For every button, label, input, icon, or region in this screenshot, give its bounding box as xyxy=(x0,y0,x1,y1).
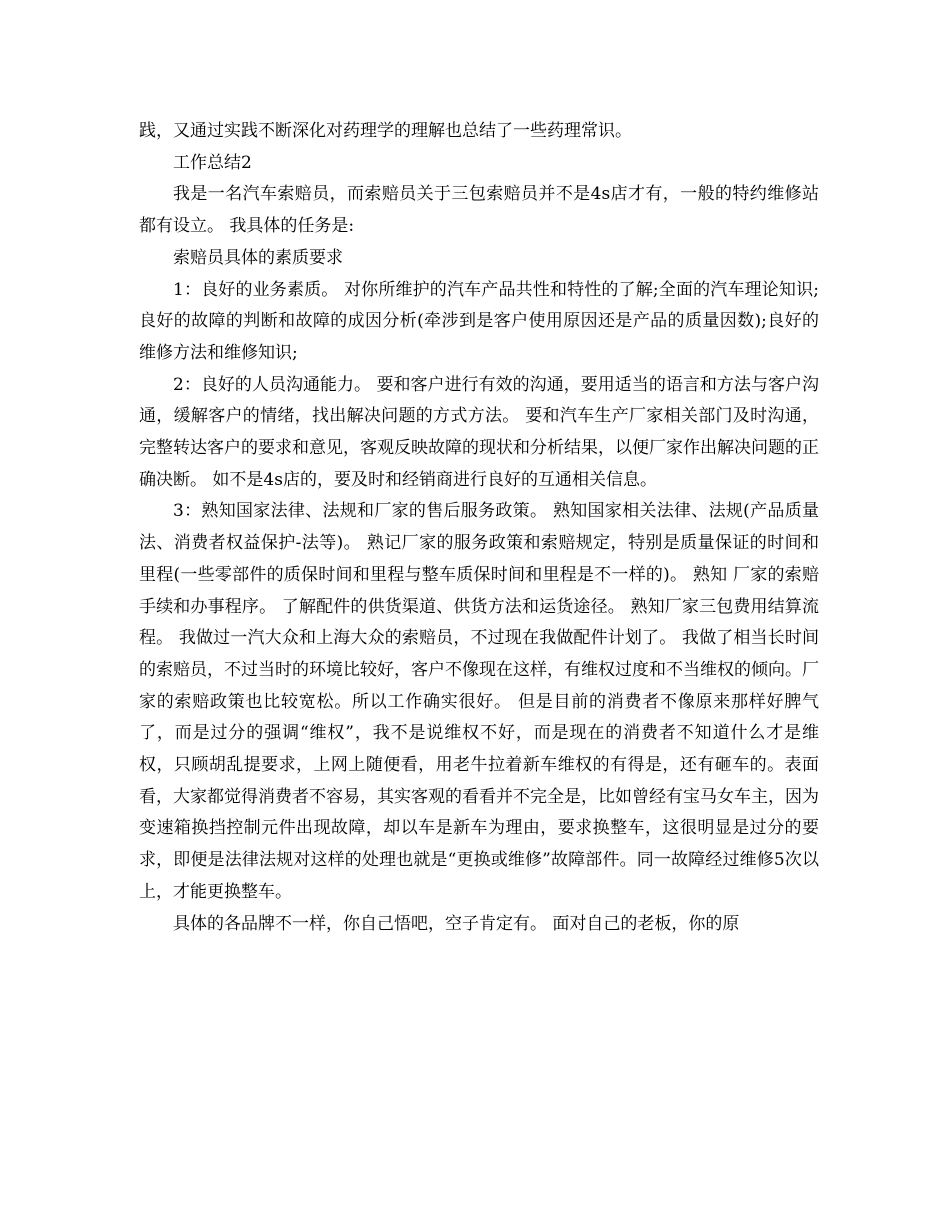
section-heading: 工作总结2 xyxy=(173,152,252,173)
paragraph-item-3: 3：熟知国家法律、法规和厂家的售后服务政策。 熟知国家相关法律、法规(产品质量法、消费者权益保护-法等)。 熟记厂家的服务政策和索赔规定，特别是质量保证的时间和里程(一些零部件的质保时间和里程与整车质保时间和里程是不一样的)。 熟知 厂家的索赔手续和办事程序。 了解配件的供货渠道、供货方法和运货途径。 熟知厂家三包费用结算流程。 我做过一汽大众和上海大众的索赔员，不过现在我做配件计划了。 我做了相当长时间的索赔员，不过当时的环境比较好，客户不像现在这样，有维权过度和不当维权的倾向。厂家的索赔政策也比较宽松。所以工作确实很好。 但是目前的消费者不像原来那样好脾气了，而是过分的强调“维权”，我不是说维权不好，而是现在的消费者不知道什么才是维权，只顾胡乱提要求，上网上随便看，用老牛拉着新车维权的有得是，还有砸车的。表面看，大家都觉得消费者不容易，其实客观的看看并不完全是，比如曾经有宝马女车主，因为变速箱换挡控制元件出现故障，却以车是新车为理由，要求换整车，这很明显是过分的要求，即便是法律法规对这样的处理也就是“更换或维修”故障部件。同一故障经过维修5次以上，才能更换整车。 xyxy=(139,501,819,902)
paragraph-continuation: 践，又通过实践不断深化对药理学的理解也总结了一些药理常识。 xyxy=(139,121,632,141)
paragraph-item-1: 1：良好的业务素质。 对你所维护的汽车产品共性和特性的了解;全面的汽车理论知识;良好的故障的判断和故障的成因分析(牵涉到是客户使用原因还是产品的质量因数);良好的维修方法和维修知识; xyxy=(139,279,819,363)
paragraph-closing: 具体的各品牌不一样，你自己悟吧，空子肯定有。 面对自己的老板，你的原 xyxy=(173,913,740,934)
document-body xyxy=(139,116,819,940)
subheading-requirements: 索赔员具体的素质要求 xyxy=(173,247,343,268)
paragraph-intro: 我是一名汽车索赔员，而索赔员关于三包索赔员并不是4s店才有，一般的特约维修站都有设立。 我具体的任务是: xyxy=(139,184,819,237)
paragraph-item-2: 2：良好的人员沟通能力。 要和客户进行有效的沟通，要用适当的语言和方法与客户沟通，缓解客户的情绪，找出解决问题的方式方法。 要和汽车生产厂家相关部门及时沟通，完整转达客户的要求和意见，客观反映故障的现状和分析结果，以便厂家作出解决问题的正确决断。 如不是4s店的，要及时和经销商进行良好的互通相关信息。 xyxy=(139,374,819,490)
